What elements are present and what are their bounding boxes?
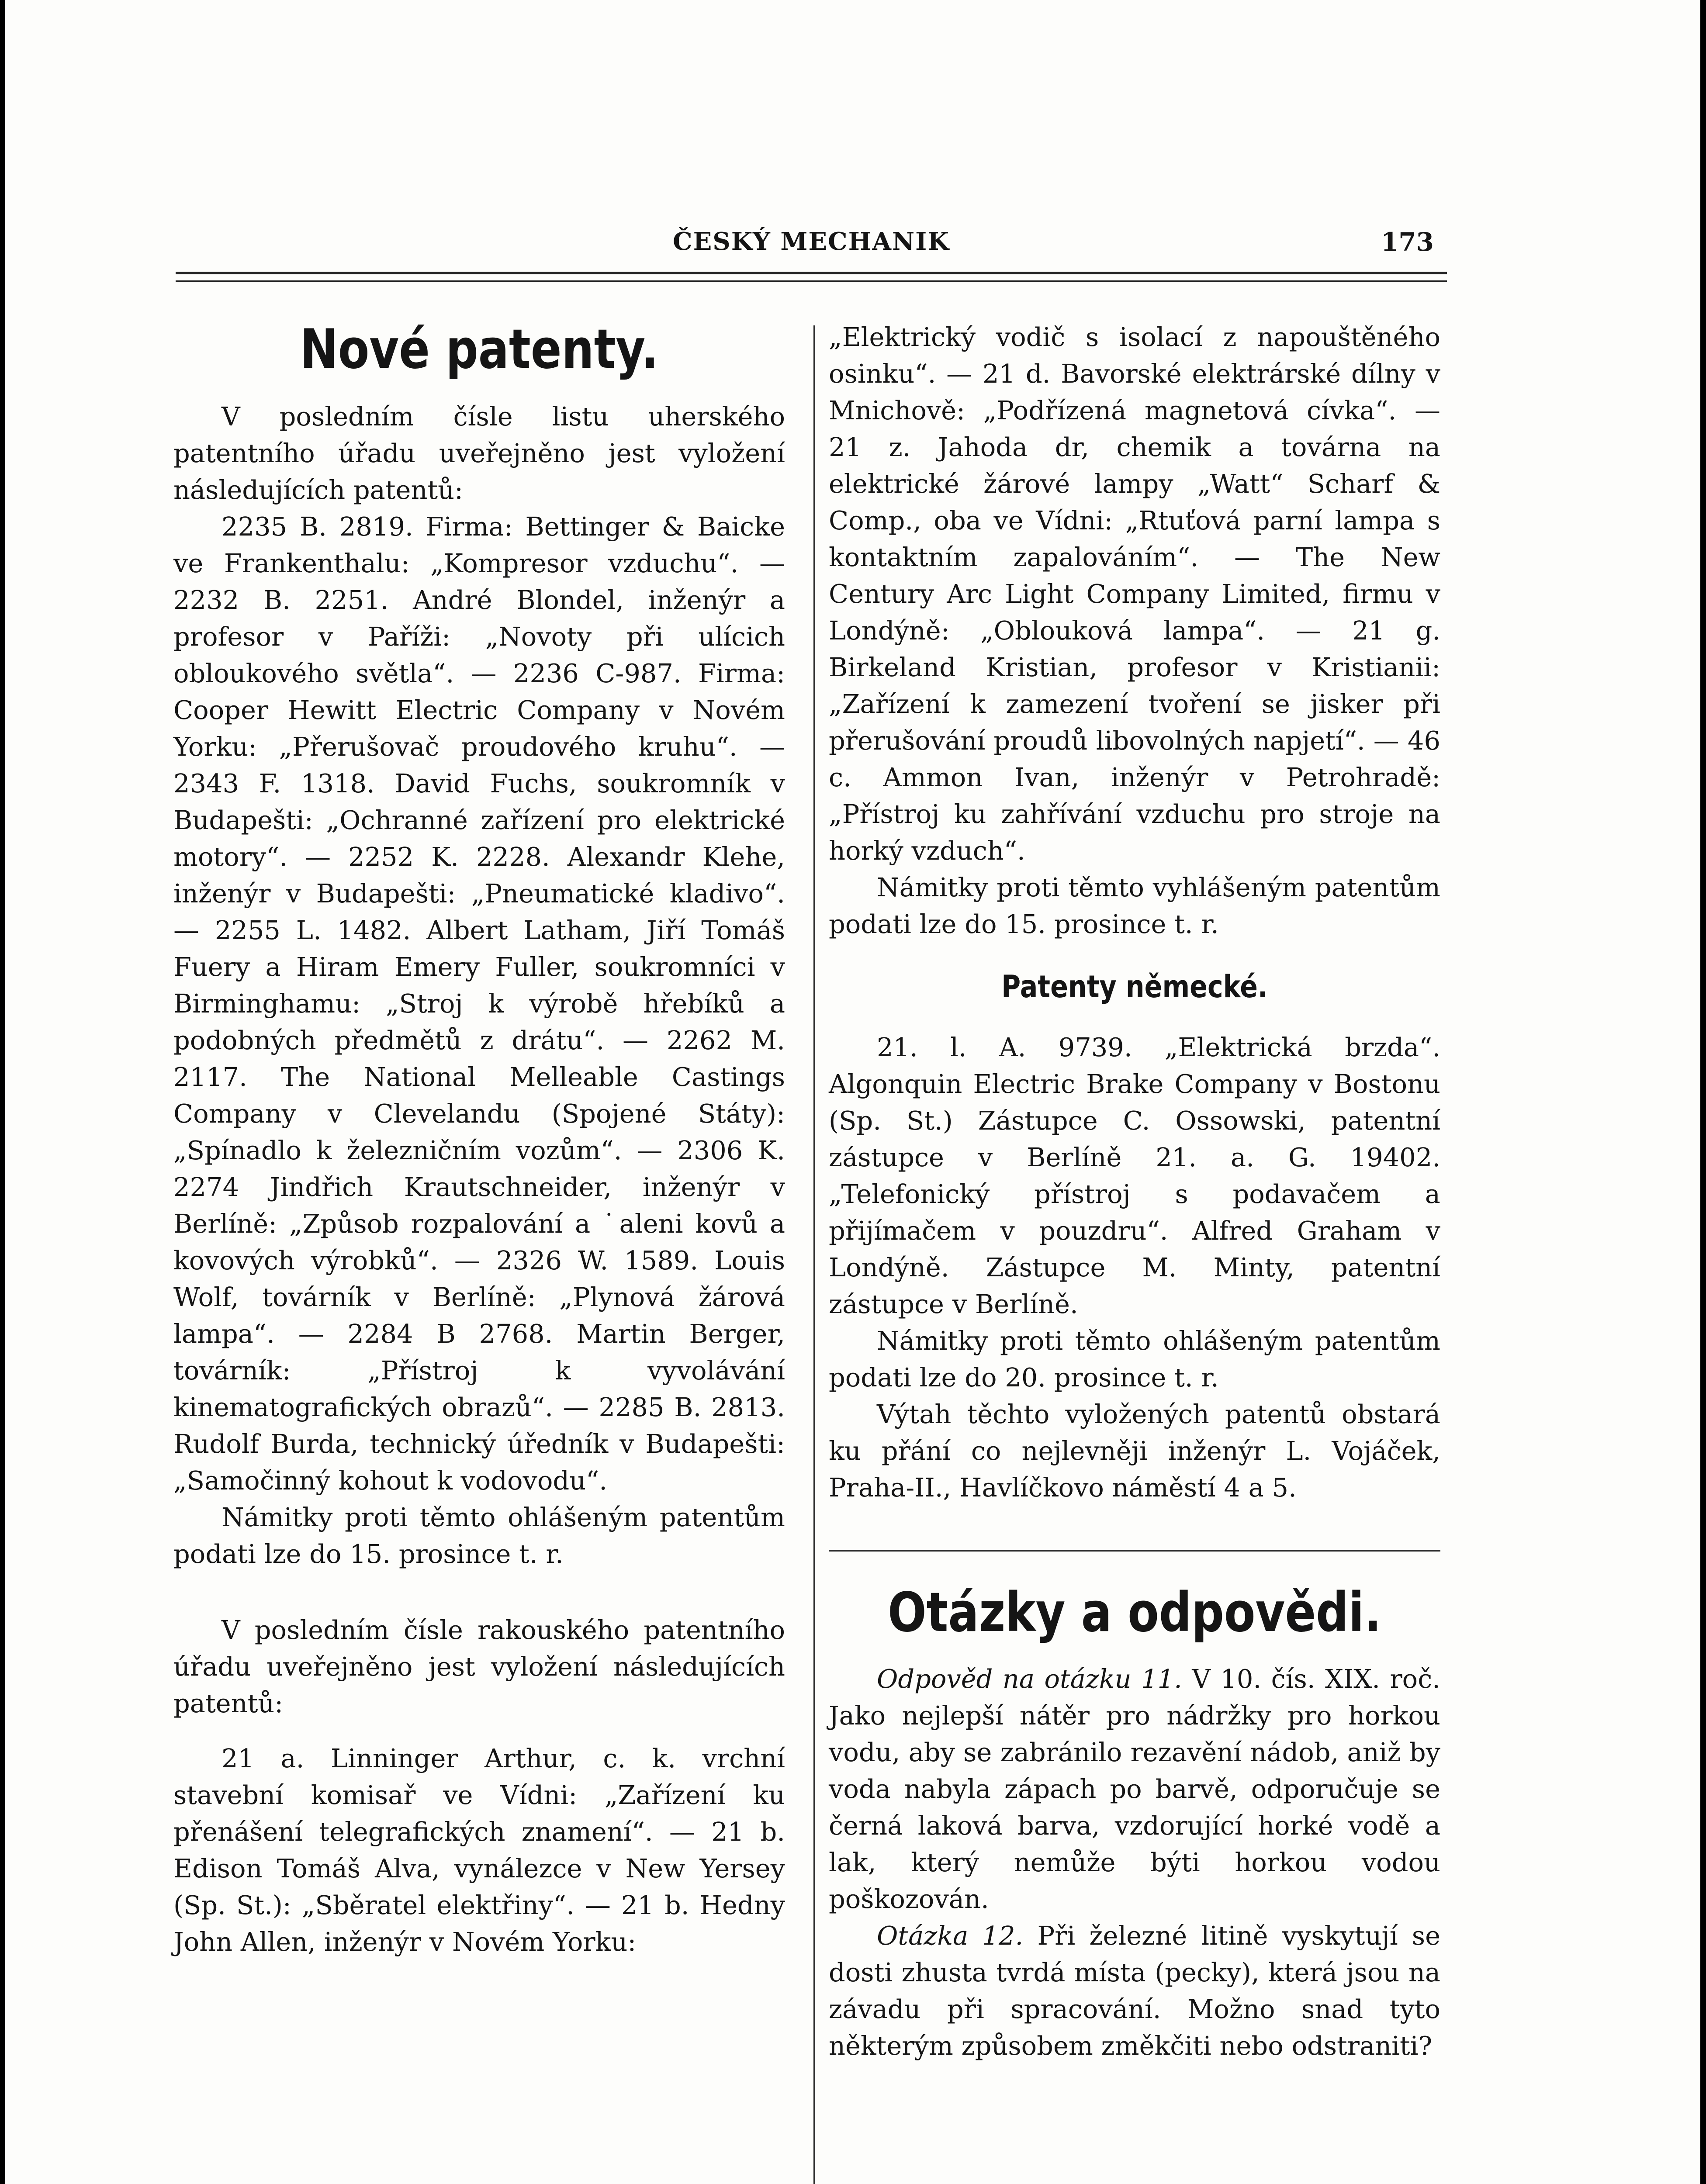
hungary-intro: V posledním čísle listu uherského patentního úřadu uveřejněno jest vyložení následujících patentů:: [173, 401, 785, 505]
answer-11-text: V 10. čís. XIX. roč. Jako nejlepší nátěr pro nádržky pro horkou vodu, aby se zabránilo rezavění nádob, aniž by voda nabyla zápach po barvě, odporučuje se černá laková barva, vzdorující horké vodě a lak, který nemůže býti horkou vodou poškozován.: [829, 1664, 1440, 1914]
page-number: 173: [1381, 227, 1434, 257]
column-divider: [813, 325, 815, 2184]
question-12-text: Při železné litině vyskytují se dosti zhusta tvrdá místa (pecky), která jsou na závadu při spracování. Možno snad tyto některým způsobem změkčiti nebo odstraniti?: [829, 1921, 1440, 2061]
spacer: [173, 1722, 785, 1740]
question-12-lead: Otázka 12.: [877, 1921, 1024, 1951]
page: [5, 0, 1700, 2184]
section-heading-questions-answers: Otázky a odpovědi.: [888, 1581, 1381, 1644]
austria-patent-list-continued: „Elektrický vodič s isolací z napouštěného osinku“. — 21 d. Bavorské elektrárské dílny v Mnichově: „Podřízená magnetová cívka“. — 21 z. Jahoda dr, chemik a továrna na elektrické žárové lampy „Watt“ Scharf & Comp., oba ve Vídni: „Rtuťová parní lampa s kontaktním zapalováním“. — The New Century Arc Light Company Limited, firmu v Londýně: „Oblouková lampa“. — 21 g. Birkeland Kristian, profesor v Kristianii: „Zařízení k zamezení tvoření se jisker při přerušování proudů libovolných napjetí“. — 46 c. Ammon Ivan, inženýr v Petrohradě: „Přístroj ku zahřívání vzduchu pro stroje na horký vzduch“.: [829, 322, 1440, 866]
extract-note: Výtah těchto vyložených patentů obstará ku přání co nejlevněji inženýr L. Vojáček, Praha-II., Havlíčkovo náměstí 4 a 5.: [829, 1399, 1440, 1503]
german-objection-note: Námitky proti těmto ohlášeným patentům podati lze do 20. prosince t. r.: [829, 1326, 1440, 1393]
spacer: [173, 1572, 785, 1612]
section-heading-new-patents: Nové patenty.: [300, 318, 659, 381]
right-column: [829, 310, 1440, 2064]
question-12: [829, 1918, 1440, 2064]
section-separator: [829, 1550, 1440, 1552]
left-column: [173, 310, 785, 1960]
austria-patent-list-start: 21 a. Linninger Arthur, c. k. vrchní stavební komisař ve Vídni: „Zařízení ku přenášení telegrafických znamení“. — 21 b. Edison Tomáš Alva, vynálezce v New Yersey (Sp. St.): „Sběratel elektřiny“. — 21 b. Hedny John Allen, inženýr v Novém Yorku:: [173, 1743, 785, 1957]
page-header: [176, 227, 1447, 262]
hungary-objection-note: Námitky proti těmto ohlášeným patentům podati lze do 15. prosince t. r.: [173, 1502, 785, 1569]
german-patent-list: 21. l. A. 9739. „Elektrická brzda“. Algonquin Electric Brake Company v Bostonu (Sp. St.) Zástupce C. Ossowski, patentní zástupce v Berlíně 21. a. G. 19402. „Telefonický přístroj s podavačem a přijímačem v pouzdru“. Alfred Graham v Londýně. Zástupce M. Minty, patentní zástupce v Berlíně.: [829, 1032, 1440, 1319]
running-title: ČESKÝ MECHANIK: [673, 227, 950, 256]
austria-intro: V posledním čísle rakouského patentního úřadu uveřejněno jest vyložení následujících patentů:: [173, 1615, 785, 1718]
hungary-patent-list: 2235 B. 2819. Firma: Bettinger & Baicke ve Frankenthalu: „Kompresor vzduchu“. — 2232 B. 2251. André Blondel, inženýr a profesor v Paříži: „Novoty při ulícich obloukového světla“. — 2236 C-987. Firma: Cooper Hewitt Electric Company v Novém Yorku: „Přerušovač proudového kruhu“. — 2343 F. 1318. David Fuchs, soukromník v Budapešti: „Ochranné zařízení pro elektrické motory“. — 2252 K. 2228. Alexandr Klehe, inženýr v Budapešti: „Pneumatické kladivo“. — 2255 L. 1482. Albert Latham, Jiří Tomáš Fuery a Hiram Emery Fuller, soukromníci v Birminghamu: „Stroj k výrobě hřebíků a podobných předmětů z drátu“. — 2262 M. 2117. The National Melleable Castings Company v Clevelandu (Spojené Státy): „Spínadlo k železničním vozům“. — 2306 K. 2274 Jindřich Krautschneider, inženýr v Berlíně: „Způsob rozpalování a ˙aleni kovů a kovových výrobků“. — 2326 W. 1589. Louis Wolf, továrník v Berlíně: „Plynová žárová lampa“. — 2284 B 2768. Martin Berger, továrník: „Přístroj k vyvolávání kinematografických obrazů“. — 2285 B. 2813. Rudolf Burda, technický úředník v Budapešti: „Samočinný kohout k vodovodu“.: [173, 511, 785, 1496]
answer-11-lead: Odpověd na otázku 11.: [877, 1664, 1182, 1694]
answer-11: [829, 1661, 1440, 1918]
austria-objection-note: Námitky proti těmto vyhlášeným patentům podati lze do 15. prosince t. r.: [829, 872, 1440, 939]
header-rule-thin: [176, 280, 1447, 282]
header-rule: [176, 272, 1447, 274]
section-heading-german-patents: Patenty německé.: [1001, 969, 1268, 1005]
